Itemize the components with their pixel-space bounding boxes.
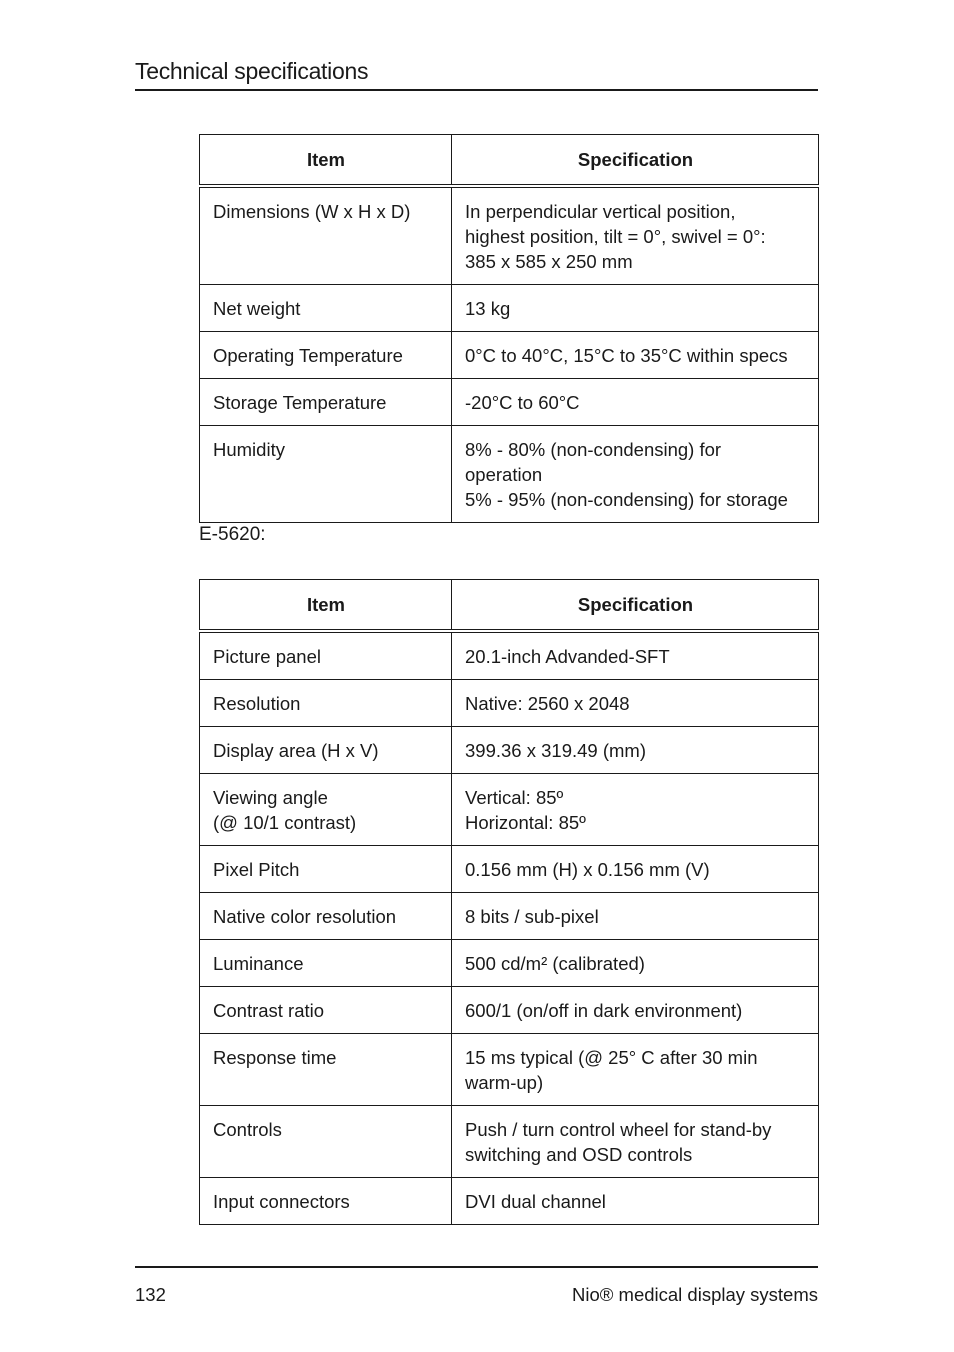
table-row [200,846,819,893]
item-cell: Operating Temperature [200,332,452,379]
table-row [200,1178,819,1225]
table-row [200,332,819,379]
specification-cell: 15 ms typical (@ 25° C after 30 min warm-up) [452,1034,819,1106]
page-title: Technical specifications [135,58,369,84]
column-header-item: Item [200,135,452,187]
specification-cell: -20°C to 60°C [452,379,819,426]
table-row [200,1034,819,1106]
specification-cell: 8 bits / sub-pixel [452,893,819,940]
specification-cell: 0.156 mm (H) x 0.156 mm (V) [452,846,819,893]
table-row [200,631,819,680]
table-row [200,379,819,426]
page-number: 132 [135,1284,166,1305]
item-cell: Display area (H x V) [200,727,452,774]
table-row [200,940,819,987]
item-cell: Response time [200,1034,452,1106]
specification-cell: 8% - 80% (non-condensing) for operation 5% - 95% (non-condensing) for storage [452,426,819,523]
table-row [200,987,819,1034]
page-header [135,58,818,91]
specification-cell: DVI dual channel [452,1178,819,1225]
product-name: Nio® medical display systems [572,1284,818,1305]
page-footer [135,1266,818,1306]
item-cell: Picture panel [200,631,452,680]
specification-cell: Native: 2560 x 2048 [452,680,819,727]
specification-cell: In perpendicular vertical position, highest position, tilt = 0°, swivel = 0°: 385 x 585 x 250 mm [452,186,819,285]
item-cell: Humidity [200,426,452,523]
item-cell: Input connectors [200,1178,452,1225]
model-caption: E-5620: [199,524,266,545]
table-row [200,1106,819,1178]
item-cell: Controls [200,1106,452,1178]
item-cell: Pixel Pitch [200,846,452,893]
specs-table-e5620 [199,579,819,1225]
specification-cell: 399.36 x 319.49 (mm) [452,727,819,774]
table-row [200,680,819,727]
item-cell: Viewing angle (@ 10/1 contrast) [200,774,452,846]
item-cell: Luminance [200,940,452,987]
item-cell: Storage Temperature [200,379,452,426]
table-row [200,893,819,940]
specification-cell: 500 cd/m² (calibrated) [452,940,819,987]
table-header-row [200,135,819,187]
table-row [200,727,819,774]
table-row [200,774,819,846]
column-header-item: Item [200,580,452,632]
table-row [200,186,819,285]
specification-cell: Vertical: 85º Horizontal: 85º [452,774,819,846]
specification-cell: Push / turn control wheel for stand-by switching and OSD controls [452,1106,819,1178]
table-row [200,285,819,332]
specification-cell: 20.1-inch Advanded-SFT [452,631,819,680]
item-cell: Native color resolution [200,893,452,940]
item-cell: Resolution [200,680,452,727]
column-header-specification: Specification [452,580,819,632]
specification-cell: 13 kg [452,285,819,332]
table-header-row [200,580,819,632]
table-row [200,426,819,523]
item-cell: Dimensions (W x H x D) [200,186,452,285]
specification-cell: 0°C to 40°C, 15°C to 35°C within specs [452,332,819,379]
specification-cell: 600/1 (on/off in dark environment) [452,987,819,1034]
item-cell: Contrast ratio [200,987,452,1034]
specs-table-general [199,134,819,523]
item-cell: Net weight [200,285,452,332]
column-header-specification: Specification [452,135,819,187]
